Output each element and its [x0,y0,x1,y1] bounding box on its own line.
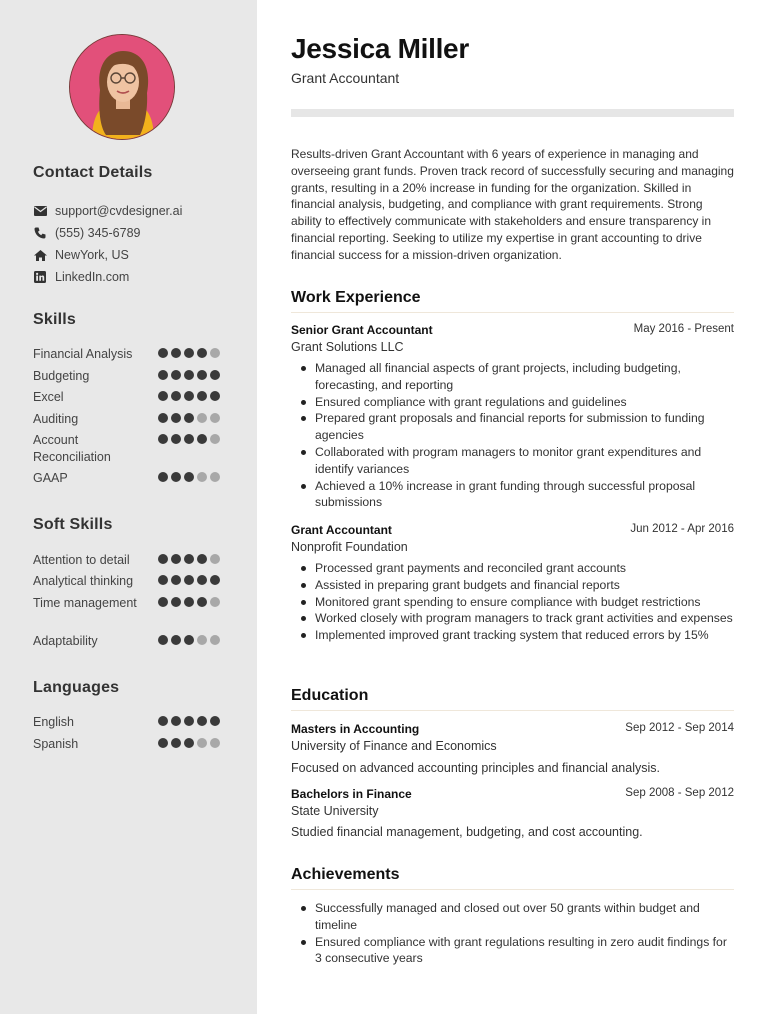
rating-dot-empty [197,472,207,482]
rating-dot-filled [197,391,207,401]
job-title: Grant Accountant [291,523,392,537]
degree-description: Studied financial management, budgeting, and cost accounting. [291,825,643,839]
achievement-bullets [315,900,735,967]
rating-dot-filled [184,472,194,482]
work-heading: Work Experience [291,289,421,306]
skill-item [33,432,223,466]
soft-skill-label: Adaptability [33,634,98,648]
rating-dot-filled [158,635,168,645]
language-item [33,736,223,753]
rating-dot-filled [171,434,181,444]
skill-rating [158,413,223,423]
degree-date: Sep 2008 - Sep 2012 [625,787,734,799]
list-item: Collaborated with program managers to monitor grant expenditures and identify variances [315,444,735,478]
soft-skills-heading: Soft Skills [33,516,113,533]
skill-rating [158,348,223,358]
education-heading: Education [291,687,369,704]
rating-dot-filled [171,575,181,585]
contact-location [33,248,129,262]
achievements-heading: Achievements [291,866,400,883]
language-item [33,714,223,731]
list-item: Managed all financial aspects of grant projects, including budgeting, forecasting, and reporting [315,360,735,394]
rating-dot-filled [197,370,207,380]
skill-item [33,411,223,428]
skill-rating [158,391,223,401]
degree-date: Sep 2012 - Sep 2014 [625,722,734,734]
rating-dot-filled [158,575,168,585]
main-content [257,0,768,1014]
section-divider [291,710,734,711]
rating-dot-filled [158,370,168,380]
list-item: Implemented improved grant tracking system that reduced errors by 15% [315,627,735,644]
soft-skill-item [33,595,223,612]
rating-dot-filled [158,716,168,726]
soft-skill-rating [158,554,223,564]
contact-location-text: NewYork, US [55,248,129,262]
rating-dot-empty [210,738,220,748]
job-org: Grant Solutions LLC [291,340,404,354]
skill-label: Account Reconciliation [33,433,111,464]
rating-dot-filled [184,575,194,585]
envelope-icon [33,204,47,218]
rating-dot-empty [210,434,220,444]
rating-dot-empty [197,738,207,748]
soft-skill-rating [158,597,223,607]
soft-skill-item [33,573,223,590]
rating-dot-filled [171,413,181,423]
language-rating [158,716,223,726]
rating-dot-empty [210,554,220,564]
rating-dot-filled [210,575,220,585]
list-item: Successfully managed and closed out over 50 grants within budget and timeline [315,900,735,934]
skill-label: GAAP [33,471,68,485]
rating-dot-filled [184,370,194,380]
rating-dot-filled [197,716,207,726]
list-item: Ensured compliance with grant regulations and guidelines [315,394,735,411]
rating-dot-filled [171,472,181,482]
degree-description: Focused on advanced accounting principles and financial analysis. [291,761,660,775]
rating-dot-filled [171,370,181,380]
rating-dot-filled [184,413,194,423]
rating-dot-filled [184,738,194,748]
rating-dot-empty [210,348,220,358]
soft-skill-label: Attention to detail [33,553,130,567]
language-rating [158,738,223,748]
rating-dot-empty [210,597,220,607]
rating-dot-filled [171,597,181,607]
soft-skill-rating [158,635,223,645]
job-bullets [315,560,735,644]
rating-dot-filled [184,434,194,444]
section-divider [291,889,734,890]
rating-dot-empty [197,635,207,645]
rating-dot-empty [210,635,220,645]
job-title-header: Grant Accountant [291,70,400,86]
candidate-name: Jessica Miller [291,33,469,64]
rating-dot-filled [184,391,194,401]
school-name: State University [291,804,379,818]
phone-icon [33,226,47,240]
job-org: Nonprofit Foundation [291,540,408,554]
sidebar [0,0,257,1014]
soft-skill-rating [158,575,223,585]
list-item: Ensured compliance with grant regulations resulting in zero audit findings for 3 consecutive years [315,934,735,968]
rating-dot-filled [158,413,168,423]
rating-dot-filled [158,391,168,401]
summary-text: Results-driven Grant Accountant with 6 years of experience in managing and overseeing grant funds. Proven track record of successfully securing and managing grants, resulting in a 20% increase in funding for the organization. Skilled in financial analysis, budgeting, and compliance with grant requirements. Strong ability to effectively communicate with stakeholders and ensure transparency in financial reporting. Seeking to utilize my expertise in grant accounting to drive financial success for a mission-driven organization. [291,147,734,262]
linkedin-icon [33,270,47,284]
rating-dot-filled [197,597,207,607]
list-item: Worked closely with program managers to track grant activities and expenses [315,610,735,627]
skill-rating [158,434,223,444]
skill-label: Financial Analysis [33,347,133,361]
rating-dot-empty [210,472,220,482]
rating-dot-filled [197,575,207,585]
rating-dot-filled [197,434,207,444]
skills-heading: Skills [33,311,77,328]
rating-dot-filled [171,716,181,726]
degree-title: Masters in Accounting [291,722,420,736]
job-title: Senior Grant Accountant [291,323,433,337]
skill-label: Auditing [33,412,79,426]
rating-dot-filled [171,554,181,564]
rating-dot-filled [184,554,194,564]
contact-phone[interactable] [33,226,140,240]
list-item: Monitored grant spending to ensure compliance with budget restrictions [315,594,735,611]
soft-skill-item [33,633,223,650]
job-bullets [315,360,735,511]
rating-dot-empty [210,413,220,423]
rating-dot-filled [158,472,168,482]
skill-label: Budgeting [33,369,90,383]
rating-dot-empty [197,413,207,423]
rating-dot-filled [210,370,220,380]
rating-dot-filled [171,348,181,358]
degree-title: Bachelors in Finance [291,787,412,801]
rating-dot-filled [158,348,168,358]
rating-dot-filled [184,635,194,645]
rating-dot-filled [184,716,194,726]
rating-dot-filled [158,738,168,748]
soft-skill-item [33,552,223,569]
contact-email[interactable] [33,204,182,218]
skill-rating [158,472,223,482]
rating-dot-filled [171,738,181,748]
rating-dot-filled [210,391,220,401]
language-label: Spanish [33,737,79,751]
skill-item [33,346,223,363]
list-item: Achieved a 10% increase in grant funding through successful proposal submissions [315,478,735,512]
skill-rating [158,370,223,380]
school-name: University of Finance and Economics [291,739,497,753]
languages-heading: Languages [33,679,120,696]
list-item: Assisted in preparing grant budgets and financial reports [315,577,735,594]
contact-linkedin-text: LinkedIn.com [55,270,130,284]
contact-email-text: support@cvdesigner.ai [55,204,183,218]
rating-dot-filled [158,434,168,444]
rating-dot-filled [210,716,220,726]
rating-dot-filled [184,597,194,607]
rating-dot-filled [197,554,207,564]
skill-item [33,368,223,385]
list-item: Prepared grant proposals and financial reports for submission to funding agencies [315,410,735,444]
avatar [69,34,175,140]
header-divider [291,109,734,117]
language-label: English [33,715,74,729]
rating-dot-filled [171,391,181,401]
job-date: Jun 2012 - Apr 2016 [630,523,734,535]
rating-dot-filled [158,554,168,564]
contact-phone-text: (555) 345-6789 [55,226,141,240]
profile-photo [70,35,175,140]
skill-item [33,389,223,406]
home-icon [33,248,47,262]
contact-heading: Contact Details [33,164,153,181]
rating-dot-filled [158,597,168,607]
skill-label: Excel [33,390,64,404]
soft-skill-label: Time management [33,596,137,610]
list-item: Processed grant payments and reconciled grant accounts [315,560,735,577]
section-divider [291,312,734,313]
skill-item [33,470,223,487]
rating-dot-filled [184,348,194,358]
soft-skill-label: Analytical thinking [33,574,134,588]
rating-dot-filled [197,348,207,358]
contact-linkedin[interactable] [33,270,129,284]
rating-dot-filled [171,635,181,645]
job-date: May 2016 - Present [633,323,734,335]
